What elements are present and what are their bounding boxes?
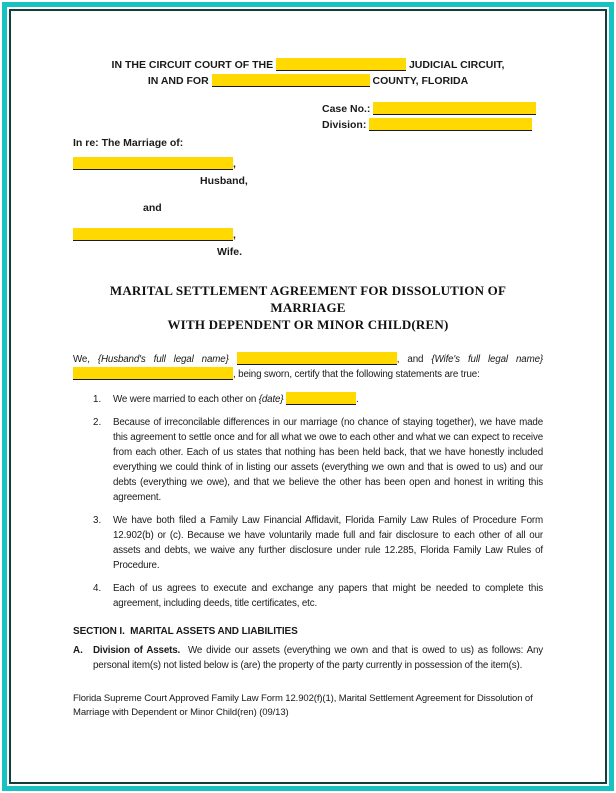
list-item-3 (93, 513, 543, 573)
court-header-line1 (73, 57, 543, 73)
wife-label: Wife. (217, 246, 242, 258)
item-a-body: We divide our assets (everything we own and that is owed to us) as follows: Any personal item(s) not listed below is (are) the property of the party currently in possession of the item(s). (93, 645, 544, 671)
list-item-2-number: 2. (93, 417, 102, 428)
court-line1-prefix: IN THE CIRCUIT COURT OF THE (111, 59, 277, 71)
marriage-date-period: . (356, 394, 359, 405)
wife-name-blank[interactable] (73, 228, 233, 241)
division-line (322, 117, 543, 133)
court-header-line2 (73, 73, 543, 89)
case-number-blank[interactable] (373, 102, 536, 115)
document-title-line1: MARITAL SETTLEMENT AGREEMENT FOR DISSOLUTION OF MARRIAGE (109, 283, 507, 315)
item-a-label: A. (73, 645, 83, 656)
list-item-2-text: Because of irreconcilable differences in our marriage (no chance of staying together), we have made this agreement to settle once and for all what we owe to each other and what we can expect to receive from each other. Each of us states that nothing has been held back, that we have honestly included everything we could think of in listing our assets (everything we own and that is owed to us) and our debts (everything we owe), and that we believe the other has been open and honest in writing this agreement. (113, 417, 543, 503)
intro-and: , and (396, 354, 432, 365)
item-a (73, 643, 543, 673)
list-item-3-number: 3. (93, 515, 102, 526)
court-line2-prefix: IN AND FOR (147, 75, 212, 87)
section-1-heading: SECTION I. MARITAL ASSETS AND LIABILITIES (73, 626, 298, 637)
court-header (73, 57, 543, 89)
court-line2-suffix: COUNTY, FLORIDA (369, 75, 469, 87)
court-line1-suffix: JUDICIAL CIRCUIT, (406, 59, 505, 71)
husband-fullname-blank[interactable] (237, 352, 397, 365)
document-content (11, 11, 605, 782)
wife-name-comma: , (233, 229, 236, 241)
and-label: and (143, 202, 162, 214)
form-footer: Florida Supreme Court Approved Family Law Form 12.902(f)(1), Marital Settlement Agreement for Dissolution of Marriage with Dependent or Minor Child(ren) (09/13) (73, 692, 543, 720)
list-item-4-number: 4. (93, 583, 102, 594)
intro-we: We, (73, 354, 98, 365)
intro-closing: , being sworn, certify that the following statements are true: (233, 369, 480, 380)
case-number-label: Case No.: (322, 103, 374, 115)
husband-name-line (73, 157, 543, 172)
case-number-line (322, 101, 543, 117)
list-item-1-number: 1. (93, 394, 102, 405)
document-title-line2: WITH DEPENDENT OR MINOR CHILD(REN) (167, 317, 449, 332)
husband-label: Husband, (200, 175, 248, 187)
list-item-1-text (113, 392, 543, 407)
list-item-4-text: Each of us agrees to execute and exchange any papers that might be needed to complete this agreement, including deeds, title certificates, etc. (113, 583, 543, 609)
list-item-3-text: We have both filed a Family Law Financial Affidavit, Florida Family Law Rules of Procedure Form 12.902(b) or (c). Because we have voluntarily made full and fair disclosure to each other of all our assets and debts, we waive any further disclosure under rule 12.285, Florida Family Law Rules of Procedure. (113, 515, 543, 571)
list-item-4 (93, 581, 543, 611)
numbered-list (73, 392, 543, 611)
county-blank[interactable] (212, 74, 370, 87)
marriage-date-text: We were married to each other on (113, 394, 259, 405)
division-blank[interactable] (369, 118, 532, 131)
list-item-2 (93, 415, 543, 505)
husband-name-comma: , (233, 158, 236, 170)
date-placeholder: {date} (258, 394, 284, 405)
marriage-date-blank[interactable] (286, 392, 356, 405)
wife-name-line (73, 228, 543, 243)
intro-paragraph (73, 352, 543, 382)
division-label: Division: (322, 119, 370, 131)
husband-fullname-placeholder: {Husband's full legal name} (97, 354, 229, 365)
husband-name-blank[interactable] (73, 157, 233, 170)
party-caption (73, 157, 543, 260)
wife-fullname-blank[interactable] (73, 367, 233, 380)
judicial-circuit-blank[interactable] (276, 58, 406, 71)
case-block (322, 101, 543, 133)
wife-fullname-placeholder: {Wife's full legal name} (431, 354, 543, 365)
item-a-bold-lead: Division of Assets. (93, 645, 181, 656)
document-title (73, 282, 543, 333)
item-a-text (93, 643, 543, 673)
list-item-1 (93, 392, 543, 407)
in-re-line: In re: The Marriage of: (73, 137, 184, 149)
